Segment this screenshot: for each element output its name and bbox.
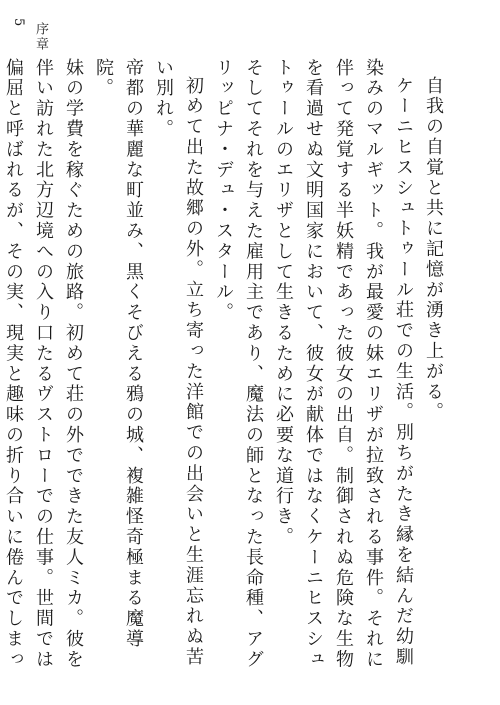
chapter-title: 序章 — [33, 22, 48, 52]
paragraph: 帝都の華麗な町並み、黒くそびえる鴉の城、複雑怪奇極まる魔導院。 — [93, 58, 144, 650]
paragraph: そしてそれを与えた雇用主であり、魔法の師となった長命種、アグリッピナ・デュ・スタール。 — [213, 58, 264, 670]
paragraph: 初めて出た故郷の外。立ち寄った洋館での出会いと生涯忘れぬ苦い別れ。 — [153, 58, 204, 668]
paragraph: 妹の学費を稼ぐための旅路。初めて荘の外でできた友人ミカ。彼を伴い訪れた北方辺境への入り口たるヴストローでの仕事。世間では偏屈と呼ばれるが、その実、現実と趣味の折り合いに倦んでしまっ — [3, 58, 84, 670]
page-number: 5 — [11, 18, 26, 27]
paragraph: 自我の自覚と共に記憶が湧き上がる。 — [423, 76, 444, 423]
paragraph: ケーニヒスシュトゥール荘での生活。別ちがたき縁を結んだ幼馴染みのマルギット。我が最愛の妹エリザが拉致される事件。それに伴って発覚する半妖精であった彼女の出自。制御されぬ危険な生物を看過せぬ文明国家において、彼女が献体ではなくケーニヒスシュトゥールのエリザとして生きるために必要な道行き。 — [273, 58, 414, 670]
body-text — [3, 58, 448, 680]
